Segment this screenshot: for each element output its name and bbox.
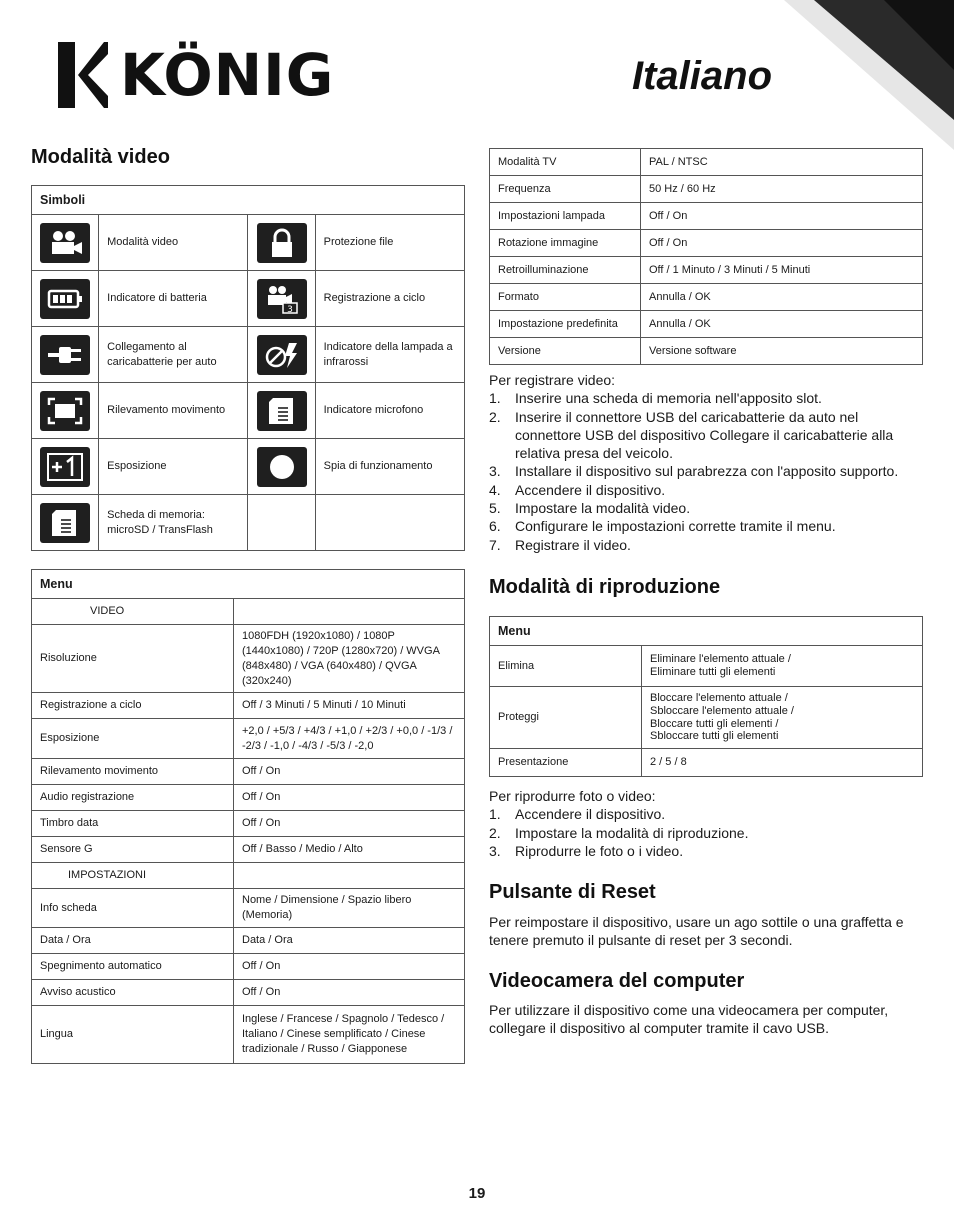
list-item bbox=[489, 824, 923, 842]
list-item bbox=[489, 536, 923, 554]
table-row bbox=[32, 889, 465, 928]
table-row bbox=[32, 625, 465, 693]
empty-cell bbox=[315, 495, 464, 551]
power-led-icon bbox=[257, 447, 307, 487]
menu-value bbox=[234, 863, 465, 889]
list-item bbox=[489, 499, 923, 517]
konig-logo bbox=[58, 42, 334, 108]
playback-instructions bbox=[489, 787, 923, 860]
menu-header: Menu bbox=[32, 570, 465, 599]
table-row bbox=[32, 271, 465, 327]
symbol-label: Registrazione a ciclo bbox=[315, 271, 464, 327]
table-row bbox=[32, 837, 465, 863]
menu-value-line: Sbloccare tutti gli elementi bbox=[650, 730, 779, 743]
list-item bbox=[489, 517, 923, 535]
table-row bbox=[490, 646, 923, 687]
table-row bbox=[490, 176, 923, 203]
reset-paragraph: Per reimpostare il dispositivo, usare un ago sottile o una graffetta e tenere premuto il pulsante di reset per 3 secondi. bbox=[489, 914, 904, 949]
setting-key: Retroilluminazione bbox=[490, 257, 641, 284]
table-row bbox=[32, 785, 465, 811]
symbol-label: Indicatore della lampada a infrarossi bbox=[315, 327, 464, 383]
memory-card-icon bbox=[40, 503, 90, 543]
language-title: Italiano bbox=[632, 54, 773, 98]
record-instructions bbox=[489, 371, 923, 554]
list-number: 5. bbox=[489, 500, 501, 517]
menu-key: Sensore G bbox=[32, 837, 234, 863]
motion-detection-icon bbox=[40, 391, 90, 431]
menu-value: Off / Basso / Medio / Alto bbox=[234, 837, 465, 863]
table-row bbox=[490, 338, 923, 365]
table-row bbox=[490, 284, 923, 311]
setting-key: Formato bbox=[490, 284, 641, 311]
table-row bbox=[490, 203, 923, 230]
menu-header: Menu bbox=[490, 617, 923, 646]
list-text: Installare il dispositivo sul parabrezza con l'apposito supporto. bbox=[515, 463, 899, 480]
setting-value: Off / On bbox=[641, 203, 923, 230]
symbols-table bbox=[31, 185, 465, 551]
symbol-label: Modalità video bbox=[99, 215, 248, 271]
table-row bbox=[32, 811, 465, 837]
list-item bbox=[489, 462, 923, 480]
list-text: Inserire una scheda di memoria nell'apposito slot. bbox=[515, 390, 822, 407]
playback-menu-table bbox=[489, 616, 923, 777]
menu-value: Off / On bbox=[234, 954, 465, 980]
list-text: Impostare la modalità video. bbox=[515, 500, 691, 517]
list-number: 2. bbox=[489, 408, 501, 425]
table-row bbox=[490, 687, 923, 749]
list-number: 1. bbox=[489, 390, 501, 407]
menu-value bbox=[642, 687, 923, 749]
symbol-label: Esposizione bbox=[99, 439, 248, 495]
menu-key: Audio registrazione bbox=[32, 785, 234, 811]
setting-value: Annulla / OK bbox=[641, 284, 923, 311]
list-text: Accendere il dispositivo. bbox=[515, 806, 666, 823]
menu-key: Esposizione bbox=[32, 719, 234, 759]
car-charger-plug-icon bbox=[40, 335, 90, 375]
symbol-label: Collegamento al caricabatterie per auto bbox=[99, 327, 248, 383]
svg-text:3: 3 bbox=[286, 304, 293, 314]
setting-key: Impostazione predefinita bbox=[490, 311, 641, 338]
brand-name: KÖNIG bbox=[120, 41, 335, 109]
setting-value: Off / 1 Minuto / 3 Minuti / 5 Minuti bbox=[641, 257, 923, 284]
table-row bbox=[490, 749, 923, 777]
table-row bbox=[32, 327, 465, 383]
list-text: Inserire il connettore USB del caricabatterie da auto nel connettore USB del dispositivo Collegare il caricabatterie alla relativa presa del veicolo. bbox=[515, 408, 894, 462]
menu-key: Lingua bbox=[32, 1006, 234, 1064]
table-row bbox=[32, 980, 465, 1006]
table-row bbox=[32, 928, 465, 954]
list-item bbox=[489, 389, 923, 407]
list-number: 3. bbox=[489, 842, 501, 859]
table-row bbox=[32, 719, 465, 759]
symbol-label: Indicatore di batteria bbox=[99, 271, 248, 327]
infrared-lamp-off-icon bbox=[257, 335, 307, 375]
microphone-indicator-icon bbox=[257, 391, 307, 431]
list-item bbox=[489, 481, 923, 499]
webcam-title: Videocamera del computer bbox=[489, 970, 745, 992]
menu-key: VIDEO bbox=[32, 599, 234, 625]
menu-value: 1080FDH (1920x1080) / 1080P (1440x1080) / 720P (1280x720) / WVGA (848x480) / VGA (640x480) / QVGA (320x240) bbox=[234, 625, 465, 693]
video-mode-title: Modalità video bbox=[31, 146, 170, 168]
list-text: Registrare il video. bbox=[515, 536, 631, 553]
menu-key: IMPOSTAZIONI bbox=[32, 863, 234, 889]
setting-key: Impostazioni lampada bbox=[490, 203, 641, 230]
menu-key: Spegnimento automatico bbox=[32, 954, 234, 980]
empty-cell bbox=[248, 495, 315, 551]
playback-title: Modalità di riproduzione bbox=[489, 576, 721, 598]
list-text: Impostare la modalità di riproduzione. bbox=[515, 824, 749, 841]
table-row bbox=[490, 230, 923, 257]
symbols-header: Simboli bbox=[32, 186, 465, 215]
menu-key: Avviso acustico bbox=[32, 980, 234, 1006]
video-menu-table bbox=[31, 569, 465, 1064]
symbol-label: Rilevamento movimento bbox=[99, 383, 248, 439]
table-row bbox=[32, 693, 465, 719]
setting-key: Rotazione immagine bbox=[490, 230, 641, 257]
menu-key: Risoluzione bbox=[32, 625, 234, 693]
camcorder-icon bbox=[40, 223, 90, 263]
menu-value: Off / On bbox=[234, 759, 465, 785]
list-text: Riprodurre le foto o i video. bbox=[515, 842, 684, 859]
menu-value-line: Bloccare tutti gli elementi / bbox=[650, 717, 779, 730]
record-intro: Per registrare video: bbox=[489, 372, 616, 388]
menu-key: Registrazione a ciclo bbox=[32, 693, 234, 719]
list-number: 6. bbox=[489, 518, 501, 535]
table-row bbox=[32, 215, 465, 271]
menu-value bbox=[234, 599, 465, 625]
table-row bbox=[32, 439, 465, 495]
menu-value: Data / Ora bbox=[234, 928, 465, 954]
setting-key: Modalità TV bbox=[490, 149, 641, 176]
symbol-label: Indicatore microfono bbox=[315, 383, 464, 439]
table-row bbox=[32, 383, 465, 439]
webcam-paragraph: Per utilizzare il dispositivo come una videocamera per computer, collegare il dispositivo al computer tramite il cavo USB. bbox=[489, 1002, 889, 1037]
menu-value-line: Bloccare l'elemento attuale / bbox=[650, 692, 788, 705]
list-text: Configurare le impostazioni corrette tramite il menu. bbox=[515, 518, 836, 535]
symbol-label: Protezione file bbox=[315, 215, 464, 271]
setting-value: Off / On bbox=[641, 230, 923, 257]
table-row bbox=[490, 257, 923, 284]
reset-title: Pulsante di Reset bbox=[489, 881, 656, 903]
konig-logo-mark bbox=[58, 42, 108, 108]
setting-value: PAL / NTSC bbox=[641, 149, 923, 176]
settings-table bbox=[489, 148, 923, 365]
menu-value-line: Eliminare l'elemento attuale / bbox=[650, 653, 791, 666]
setting-value: 50 Hz / 60 Hz bbox=[641, 176, 923, 203]
record-steps-list bbox=[489, 389, 923, 554]
setting-key: Frequenza bbox=[490, 176, 641, 203]
list-item bbox=[489, 408, 923, 463]
menu-value: Nome / Dimensione / Spazio libero (Memoria) bbox=[234, 889, 465, 928]
table-row bbox=[32, 599, 465, 625]
list-number: 1. bbox=[489, 806, 501, 823]
table-row bbox=[490, 311, 923, 338]
playback-intro: Per riprodurre foto o video: bbox=[489, 788, 656, 804]
menu-value-line: 2 / 5 / 8 bbox=[650, 756, 687, 769]
menu-value bbox=[642, 749, 923, 777]
menu-value: Off / On bbox=[234, 785, 465, 811]
menu-value-line: Sbloccare l'elemento attuale / bbox=[650, 704, 794, 717]
table-row bbox=[490, 149, 923, 176]
menu-value: Off / On bbox=[234, 811, 465, 837]
setting-value: Versione software bbox=[641, 338, 923, 365]
loop-recording-icon bbox=[257, 279, 307, 319]
list-item bbox=[489, 842, 923, 860]
battery-icon bbox=[40, 279, 90, 319]
webcam-text bbox=[489, 1001, 923, 1038]
page-number: 19 bbox=[468, 1185, 486, 1202]
menu-value-line: Eliminare tutti gli elementi bbox=[650, 666, 776, 678]
menu-value bbox=[642, 646, 923, 687]
menu-key: Proteggi bbox=[490, 687, 642, 749]
menu-value: Off / On bbox=[234, 980, 465, 1006]
menu-key: Rilevamento movimento bbox=[32, 759, 234, 785]
list-number: 4. bbox=[489, 481, 501, 498]
symbol-label: Spia di funzionamento bbox=[315, 439, 464, 495]
lock-icon bbox=[257, 223, 307, 263]
list-item bbox=[489, 805, 923, 823]
menu-key: Data / Ora bbox=[32, 928, 234, 954]
menu-key: Info scheda bbox=[32, 889, 234, 928]
table-row bbox=[32, 1006, 465, 1064]
list-number: 7. bbox=[489, 536, 501, 553]
menu-key: Timbro data bbox=[32, 811, 234, 837]
menu-value: Inglese / Francese / Spagnolo / Tedesco / Italiano / Cinese semplificato / Cinese tradizionale / Russo / Giapponese bbox=[234, 1006, 465, 1064]
table-row bbox=[32, 495, 465, 551]
list-text: Accendere il dispositivo. bbox=[515, 481, 666, 498]
menu-value: Off / 3 Minuti / 5 Minuti / 10 Minuti bbox=[234, 693, 465, 719]
setting-key: Versione bbox=[490, 338, 641, 365]
setting-value: Annulla / OK bbox=[641, 311, 923, 338]
exposure-plus-one-icon bbox=[40, 447, 90, 487]
menu-key: Elimina bbox=[490, 646, 642, 687]
reset-text bbox=[489, 913, 923, 950]
playback-steps-list bbox=[489, 805, 923, 860]
table-row bbox=[32, 863, 465, 889]
menu-key: Presentazione bbox=[490, 749, 642, 777]
list-number: 2. bbox=[489, 824, 501, 841]
table-row bbox=[32, 759, 465, 785]
list-number: 3. bbox=[489, 463, 501, 480]
menu-value: +2,0 / +5/3 / +4/3 / +1,0 / +2/3 / +0,0 / -1/3 / -2/3 / -1,0 / -4/3 / -5/3 / -2,0 bbox=[234, 719, 465, 759]
table-row bbox=[32, 954, 465, 980]
symbol-label: Scheda di memoria: microSD / TransFlash bbox=[99, 495, 248, 551]
